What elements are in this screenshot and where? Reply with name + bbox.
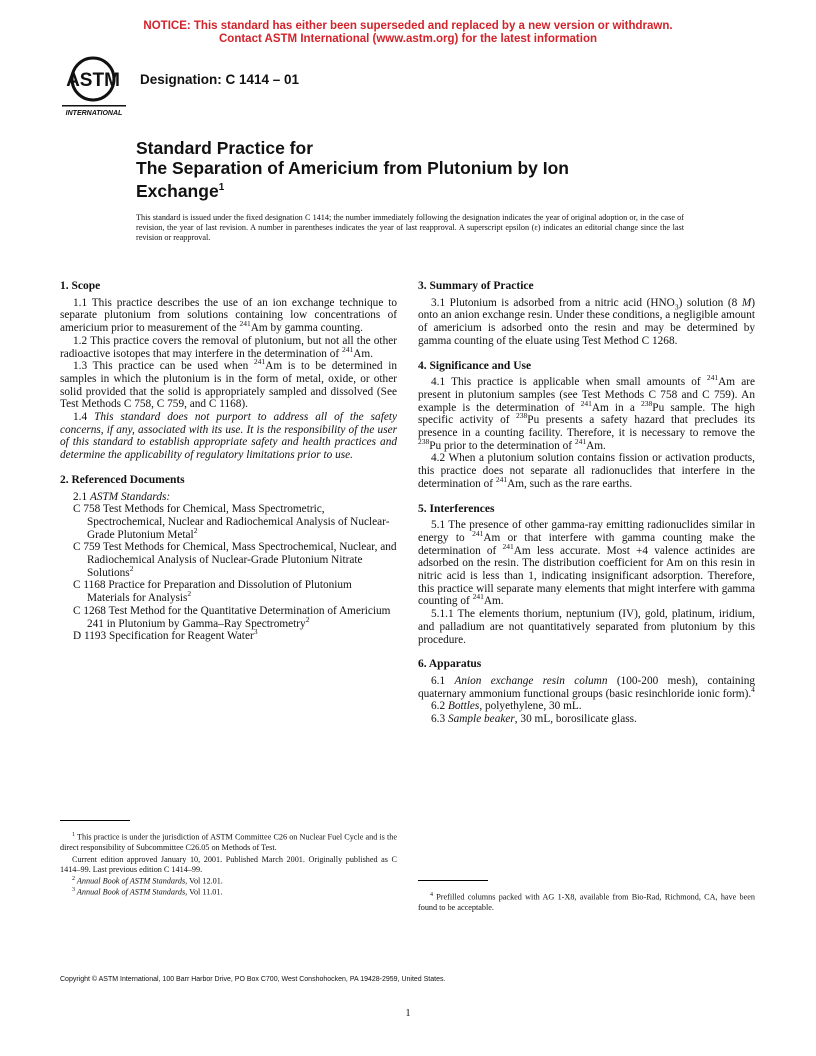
ref-d1193: D 1193 Specification for Reagent Water$^3$ bbox=[73, 627, 258, 643]
section-scope bbox=[60, 280, 397, 462]
scope-1-1: 1.1 This practice describes the use of an ion exchange technique to separate plutonium from solutions containing low concentrations of americium prior to measurement of the $^{241}$Am by gamma counting. bbox=[60, 296, 397, 335]
scope-1-2: 1.2 This practice covers the removal of plutonium, but not all the other radioactive isotopes that may interfere in the determination of $^{241}$Am. bbox=[60, 334, 397, 360]
referenced-2-1: 2.1 ASTM Standards: bbox=[73, 490, 171, 503]
issued-note: This standard is issued under the fixed designation C 1414; the number immediately following the designation indicates the year of original adoption or, in the case of revision, the year of last revision. A number in parentheses indicates the year of last reapproval. A superscript epsilon (ε) indicates an editorial change since the last revision or reapproval. bbox=[136, 213, 684, 242]
copyright: Copyright © ASTM International, 100 Barr Harbor Drive, PO Box C700, West Conshohocken, PA 19428-2959, United States. bbox=[60, 976, 446, 983]
significance-4-1: 4.1 This practice is applicable when small amounts of $^{241}$Am are present in plutonium samples (see Test Methods C 758 and C 759). An example is the determination of $^{241}$Am in a $^{238}$Pu sample. The high specific activity of $^{238}$Pu presents a safety hazard that precludes its presence in a counting facility. Therefore, it is necessary to remove the $^{238}$Pu prior to the determination of $^{241}$Am. bbox=[418, 373, 755, 452]
footnote-rule bbox=[60, 820, 130, 821]
page-number: 1 bbox=[405, 1008, 411, 1019]
astm-logo-mark bbox=[60, 55, 130, 119]
scope-1-4: 1.4 This standard does not purport to address all of the safety concerns, if any, associated with its use. It is the responsibility of the user of this standard to establish appropriate safety and health practices and determine the applicability of regulatory limitations prior to use. bbox=[60, 411, 397, 462]
notice-line-1: NOTICE: This standard has either been superseded and replaced by a new version or withdrawn. bbox=[143, 20, 673, 32]
interferences-heading: 5. Interferences bbox=[418, 502, 495, 515]
ref-c1268: C 1268 Test Method for the Quantitative Determination of Americium 241 in Plutonium by Gamma–Ray Spectrometry$^2$ bbox=[73, 604, 391, 630]
logo-letters: ASTM bbox=[66, 70, 120, 91]
scope-heading: 1. Scope bbox=[60, 280, 101, 292]
apparatus-6-1: 6.1 Anion exchange resin column (100-200 mesh), containing quaternary ammonium functional groups (basic resinchloride ionic form).$^4$ bbox=[418, 674, 755, 700]
footnote-2: $^2$ Annual Book of ASTM Standards, Vol 12.01. bbox=[72, 875, 223, 886]
significance-4-2: 4.2 When a plutonium solution contains fission or activation products, this practice does not separate all radionuclides that interfere in the determination of $^{241}$Am, such as the rare earths. bbox=[418, 452, 755, 490]
ref-c759: C 759 Test Methods for Chemical, Mass Spectrochemical, Nuclear, and Radiochemical Analysis of Nuclear-Grade Plutonium Nitrate Solutions$^2$ bbox=[73, 541, 397, 579]
title-footnote-ref: 1 bbox=[218, 182, 225, 193]
footnote-1: $^1$ This practice is under the jurisdiction of ASTM Committee C26 on Nuclear Fuel Cycle and is the direct responsibility of Subcommittee C26.05 on Methods of Test. bbox=[60, 832, 397, 852]
footnote-rule-right bbox=[418, 880, 488, 881]
right-column bbox=[418, 280, 755, 738]
section-apparatus bbox=[418, 658, 755, 726]
apparatus-6-3: 6.3 Sample beaker, 30 mL, borosilicate glass. bbox=[431, 713, 637, 726]
title-line-3-text: Exchange bbox=[136, 180, 219, 201]
referenced-heading: 2. Referenced Documents bbox=[60, 473, 185, 486]
section-interferences bbox=[418, 503, 755, 647]
apparatus-heading: 6. Apparatus bbox=[418, 658, 482, 671]
significance-heading: 4. Significance and Use bbox=[418, 359, 532, 372]
apparatus-6-2: 6.2 Bottles, polyethylene, 30 mL. bbox=[431, 700, 582, 713]
section-referenced-documents bbox=[60, 474, 397, 643]
interferences-5-1-1: 5.1.1 The elements thorium, neptunium (IV), gold, platinum, iridium, and palladium are not quantitatively separated from plutonium by this procedure. bbox=[418, 608, 755, 646]
footnote-3: $^3$ Annual Book of ASTM Standards, Vol 11.01. bbox=[72, 887, 223, 898]
right-footnotes bbox=[418, 880, 755, 912]
title-line-1: Standard Practice for bbox=[136, 138, 313, 158]
astm-logo bbox=[60, 55, 130, 119]
notice-line-2: Contact ASTM International (www.astm.org) for the latest information bbox=[218, 33, 598, 45]
left-footnotes bbox=[60, 820, 397, 898]
title-line-3 bbox=[136, 178, 696, 201]
section-significance bbox=[418, 360, 755, 491]
ref-c758: C 758 Test Methods for Chemical, Mass Spectrometric, Spectrochemical, Nuclear and Radiochemical Analysis of Nuclear-Grade Plutonium Metal$^2$ bbox=[73, 503, 390, 541]
withdrawal-notice bbox=[0, 20, 816, 46]
scope-1-3: 1.3 This practice can be used when $^{241}$Am is to be determined in samples in which the plutonium is in the form of metal, oxide, or other solid provided that the solid is appropriately sampled and dissolved (See Test Methods C 758, C 759, and C 1168). bbox=[60, 357, 398, 411]
footnote-1-edition: Current edition approved January 10, 2001. Published March 2001. Originally published as C 1414–99. Last previous edition C 1414–99. bbox=[60, 855, 397, 875]
interferences-5-1: 5.1 The presence of other gamma-ray emitting radionuclides similar in energy to $^{241}$Am or that interfere with gamma counting make the determination of $^{241}$Am less accurate. Most +4 valence actinides are adsorbed on the resin. The distribution coefficient for Am on this resin in nitric acid is less than 1, indicating insignificant adsorption. Therefore, this practice will separate many elements that might interfere with gamma counting of $^{241}$Am. bbox=[418, 519, 756, 608]
section-summary bbox=[418, 280, 755, 348]
logo-sub: INTERNATIONAL bbox=[65, 110, 123, 117]
summary-heading: 3. Summary of Practice bbox=[418, 280, 534, 292]
designation: Designation: C 1414 – 01 bbox=[140, 72, 300, 87]
ref-c1168: C 1168 Practice for Preparation and Dissolution of Plutonium Materials for Analysis$^2$ bbox=[73, 579, 352, 605]
footnote-4: $^4$ Prefilled columns packed with AG 1-X8, available from Bio-Rad, Richmond, CA, have been found to be acceptable. bbox=[418, 892, 755, 912]
summary-3-1: 3.1 Plutonium is adsorbed from a nitric acid $(HNO_3)$ solution (8 M) onto an anion exchange resin. Under these conditions, a negligible amount of americium is adsorbed onto the resin and may be determined by gamma counting of the eluate using Test Method C 1268. bbox=[418, 296, 755, 347]
document-title bbox=[136, 139, 696, 201]
title-line-2: The Separation of Americium from Plutonium by Ion bbox=[136, 157, 569, 178]
left-column bbox=[60, 280, 397, 655]
